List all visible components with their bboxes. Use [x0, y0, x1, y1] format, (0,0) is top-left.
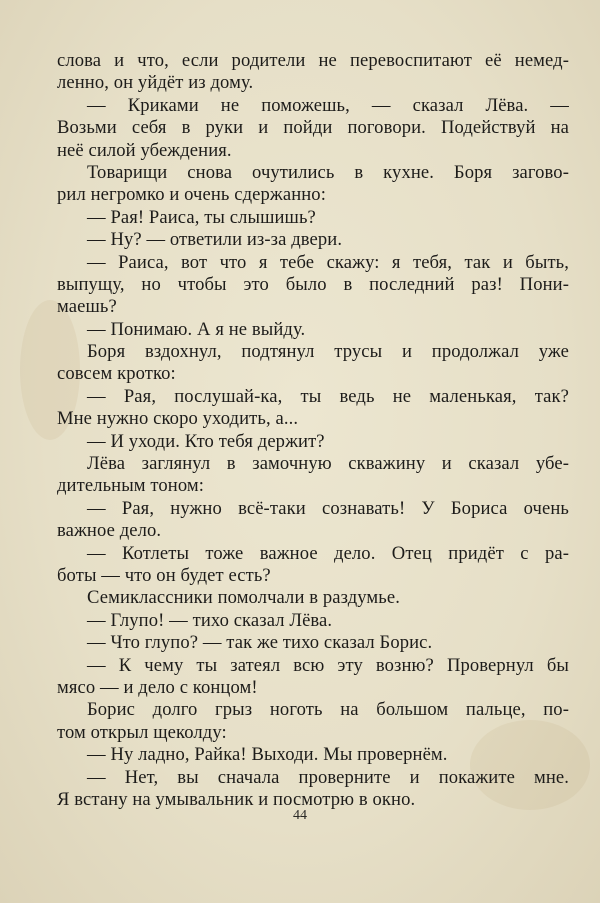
text-line: мясо — и дело с концом!	[57, 676, 258, 698]
text-line: — Рая, послушай-ка, ты ведь не маленькая, так?	[87, 385, 569, 407]
text-line: боты — что он будет есть?	[57, 564, 271, 586]
text-line: рил негромко и очень сдержанно:	[57, 184, 326, 206]
text-line: Возьми себя в руки и пойди поговори. Подействуй на	[57, 117, 569, 139]
text-line: неё силой убеждения.	[57, 139, 232, 161]
text-line: — Ну? — ответили из-за двери.	[87, 229, 343, 251]
text-line: Семиклассники помолчали в раздумье.	[87, 587, 400, 609]
text-line: выпущу, но чтобы это было в последний раз! Пони-	[57, 273, 569, 295]
text-line: дительным тоном:	[57, 475, 205, 497]
text-line: Я встану на умывальник и посмотрю в окно.	[57, 788, 416, 810]
text-line: Борис долго грыз ноготь на большом пальце, по-	[87, 699, 569, 721]
text-line: — Криками не поможешь, — сказал Лёва. —	[87, 94, 569, 116]
text-line: Мне нужно скоро уходить, а...	[57, 408, 299, 430]
text-line: — Что глупо? — так же тихо сказал Борис.	[87, 632, 433, 654]
text-line: маешь?	[57, 296, 117, 318]
text-line: — Котлеты тоже важное дело. Отец придёт с ра-	[87, 542, 569, 564]
text-line: — Раиса, вот что я тебе скажу: я тебя, так и быть,	[87, 251, 569, 273]
text-line: — Рая, нужно всё-таки сознавать! У Бориса очень	[87, 497, 569, 519]
text-line: важное дело.	[57, 520, 162, 542]
text-line: — Глупо! — тихо сказал Лёва.	[87, 609, 333, 631]
text-line: — Ну ладно, Райка! Выходи. Мы провернём.	[87, 744, 448, 766]
text-line: слова и что, если родители не перевоспитают её немед-	[57, 50, 569, 71]
text-line: том открыл щеколду:	[57, 721, 227, 743]
text-line: — Понимаю. А я не выйду.	[87, 318, 306, 340]
text-line: Лёва заглянул в замочную скважину и сказал убе-	[87, 453, 569, 475]
page-body-text	[57, 50, 569, 811]
text-line: Товарищи снова очутились в кухне. Боря загово-	[87, 161, 569, 183]
text-line: — К чему ты затеял всю эту возню? Провернул бы	[87, 654, 569, 676]
text-line: совсем кротко:	[57, 363, 176, 385]
text-line: ленно, он уйдёт из дому.	[57, 72, 254, 94]
text-line: — И уходи. Кто тебя держит?	[87, 430, 325, 452]
text-line: — Рая! Раиса, ты слышишь?	[87, 206, 316, 228]
text-line: — Нет, вы сначала проверните и покажите мне.	[87, 766, 569, 788]
text-line: Боря вздохнул, подтянул трусы и продолжал уже	[87, 341, 569, 363]
page-number: 44	[293, 808, 307, 823]
